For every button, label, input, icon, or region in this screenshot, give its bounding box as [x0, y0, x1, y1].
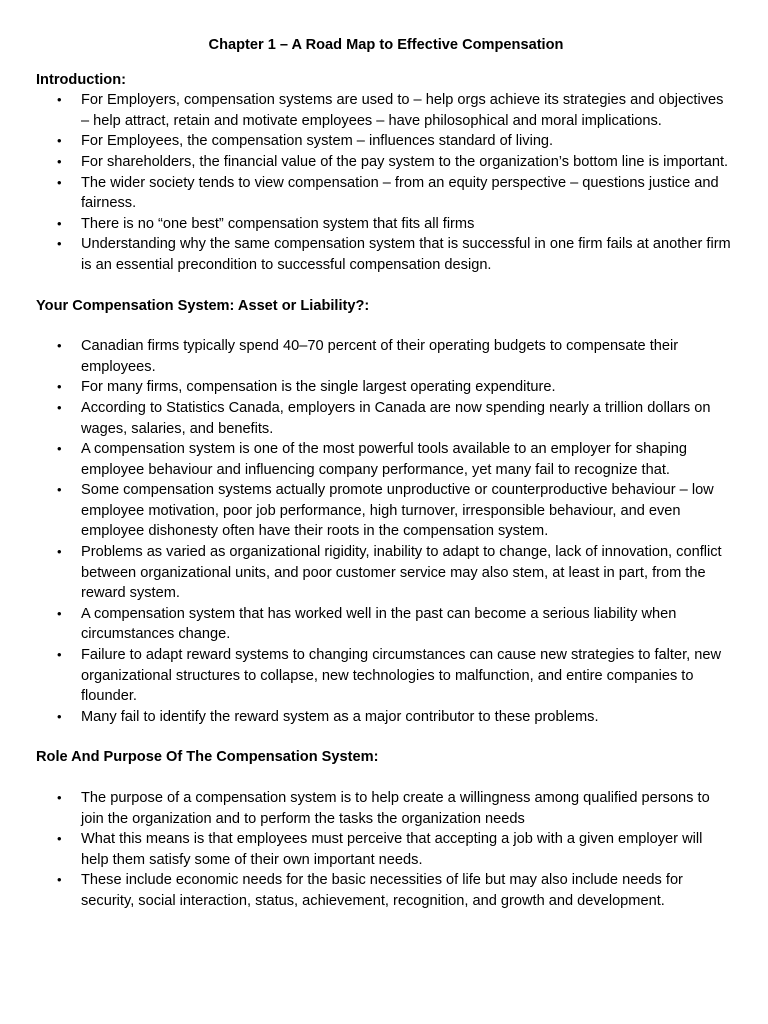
list-item-text: For many firms, compensation is the single largest operating expenditure. — [81, 379, 556, 396]
bullet-icon: • — [57, 153, 62, 169]
bullet-icon: • — [57, 482, 62, 498]
list-item — [36, 870, 732, 911]
section-heading: Your Compensation System: Asset or Liability?: — [36, 297, 370, 314]
section-introduction — [36, 70, 732, 276]
list-item-text: According to Statistics Canada, employers in Canada are now spending nearly a trillion dollars on wages, salaries, and benefits. — [81, 399, 711, 437]
bullet-list — [36, 336, 732, 727]
list-item — [36, 439, 732, 480]
list-item — [36, 234, 732, 275]
list-item — [36, 788, 732, 829]
list-item-text: A compensation system is one of the most powerful tools available to an employer for shaping employee behaviour and influencing company performance, yet many fail to recognize that. — [81, 441, 687, 478]
list-item-text: For Employers, compensation systems are used to – help orgs achieve its strategies and objectives – help attract, retain and motivate employees – have philosophical and moral implications. — [81, 92, 724, 129]
section-heading: Role And Purpose Of The Compensation System: — [36, 749, 379, 766]
page-title: Chapter 1 – A Road Map to Effective Compensation — [208, 37, 564, 53]
list-item — [36, 214, 732, 235]
list-item-text: What this means is that employees must perceive that accepting a job with a given employer will help them satisfy some of their own important needs. — [81, 831, 703, 868]
bullet-icon: • — [57, 399, 62, 415]
list-item-text: A compensation system that has worked well in the past can become a serious liability when circumstances change. — [81, 605, 677, 643]
bullet-list — [36, 90, 732, 275]
list-item — [36, 90, 732, 131]
bullet-icon: • — [57, 441, 62, 457]
list-item — [36, 398, 732, 439]
list-item-text: Many fail to identify the reward system as a major contributor to these problems. — [81, 708, 599, 725]
list-item-text: Canadian firms typically spend 40–70 percent of their operating budgets to compensate their employees. — [81, 338, 679, 375]
list-item-text: Failure to adapt reward systems to changing circumstances can cause new strategies to falter, new organizational structures to collapse, new technologies to malfunction, and entire companies to flounder. — [81, 647, 722, 705]
bullet-list — [36, 788, 732, 912]
list-item — [36, 645, 732, 707]
bullet-icon: • — [57, 872, 62, 888]
list-item-text: Understanding why the same compensation system that is successful in one firm fails at another firm is an essential precondition to successful compensation design. — [81, 236, 731, 273]
bullet-icon: • — [57, 338, 62, 354]
bullet-icon: • — [57, 174, 62, 190]
list-item-text: The wider society tends to view compensation – from an equity perspective – questions justice and fairness. — [81, 174, 719, 212]
list-item-text: These include economic needs for the basic necessities of life but may also include needs for security, social interaction, status, achievement, recognition, and growth and development. — [81, 872, 683, 909]
bullet-icon: • — [57, 605, 62, 621]
list-item-text: For shareholders, the financial value of the pay system to the organization’s bottom line is important. — [81, 153, 729, 170]
list-item — [36, 336, 732, 377]
bullet-icon: • — [57, 92, 62, 108]
bullet-icon: • — [57, 544, 62, 560]
list-item — [36, 131, 732, 152]
list-item — [36, 829, 732, 870]
list-item — [36, 377, 732, 398]
list-item-text: Problems as varied as organizational rigidity, inability to adapt to change, lack of innovation, conflict between organizational units, and poor customer service may also stem, at least in part, from the reward system. — [81, 544, 722, 602]
list-item — [36, 152, 732, 173]
list-item — [36, 542, 732, 604]
list-item — [36, 173, 732, 214]
list-item-text: There is no “one best” compensation system that fits all firms — [81, 215, 475, 232]
bullet-icon: • — [57, 831, 62, 847]
bullet-icon: • — [57, 215, 62, 231]
bullet-icon: • — [57, 133, 62, 149]
bullet-icon: • — [57, 790, 62, 805]
bullet-icon: • — [57, 379, 62, 395]
list-item-text: For Employees, the compensation system – influences standard of living. — [81, 133, 554, 150]
list-item — [36, 604, 732, 645]
bullet-icon: • — [57, 236, 62, 252]
list-item-text: Some compensation systems actually promote unproductive or counterproductive behaviour – low employee motivation, poor job performance, high turnover, irresponsible behaviour, and even employee dishonesty often have their roots in the compensation system. — [81, 482, 714, 540]
list-item — [36, 707, 732, 728]
section-asset-or-liability — [36, 296, 732, 728]
list-item-text: The purpose of a compensation system is to help create a willingness among qualified persons to join the organization and to perform the tasks the organization needs — [81, 790, 710, 827]
list-item — [36, 480, 732, 542]
bullet-icon: • — [57, 647, 62, 663]
section-heading: Introduction: — [36, 71, 126, 88]
bullet-icon: • — [57, 708, 62, 724]
section-role-and-purpose — [36, 747, 732, 911]
